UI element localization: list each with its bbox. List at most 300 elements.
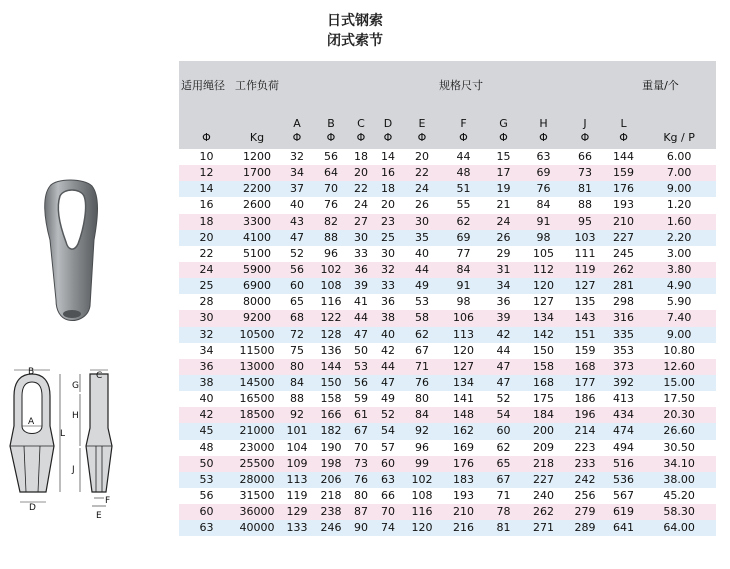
table-cell: 69 <box>522 165 565 181</box>
table-cell: 50 <box>348 343 374 359</box>
table-cell: 133 <box>280 520 314 536</box>
table-cell: 151 <box>565 327 605 343</box>
table-cell: 143 <box>565 310 605 326</box>
table-row <box>179 165 716 181</box>
table-cell: 58 <box>402 310 442 326</box>
sub-header-cell <box>234 109 280 149</box>
table-cell: 25 <box>179 278 234 294</box>
table-row <box>179 375 716 391</box>
table-cell: 18500 <box>234 407 280 423</box>
table-cell: 150 <box>522 343 565 359</box>
table-cell: 19 <box>485 181 522 197</box>
table-cell: 57 <box>374 440 402 456</box>
table-cell: 67 <box>348 423 374 439</box>
table-cell: 47 <box>374 375 402 391</box>
table-cell: 159 <box>565 343 605 359</box>
table-cell: 40 <box>402 246 442 262</box>
table-row <box>179 456 716 472</box>
dim-label-h: H <box>72 411 79 421</box>
table-cell: 30.50 <box>642 440 716 456</box>
sub-header-cell <box>442 109 485 149</box>
table-cell: 42 <box>179 407 234 423</box>
table-cell: 168 <box>522 375 565 391</box>
table-cell: 77 <box>442 246 485 262</box>
table-sub-header-row <box>179 109 716 149</box>
table-cell: 43 <box>280 214 314 230</box>
sub-header-cell <box>485 109 522 149</box>
sub-header-letter: F <box>460 117 467 130</box>
table-cell: 134 <box>522 310 565 326</box>
table-cell: 101 <box>280 423 314 439</box>
table-cell: 64.00 <box>642 520 716 536</box>
sub-header-cell <box>642 109 716 149</box>
table-cell: 176 <box>442 456 485 472</box>
table-cell: 289 <box>565 520 605 536</box>
sub-header-cell <box>348 109 374 149</box>
table-cell: 6900 <box>234 278 280 294</box>
table-cell: 119 <box>565 262 605 278</box>
table-cell: 40000 <box>234 520 280 536</box>
table-cell: 20 <box>179 230 234 246</box>
sub-header-letter: J <box>583 117 587 130</box>
table-cell: 36 <box>485 294 522 310</box>
table-cell: 184 <box>522 407 565 423</box>
sub-header-letter: E <box>418 117 426 130</box>
table-cell: 129 <box>280 504 314 520</box>
table-cell: 39 <box>348 278 374 294</box>
table-cell: 166 <box>314 407 348 423</box>
sub-header-unit: Φ <box>292 131 302 144</box>
table-cell: 23000 <box>234 440 280 456</box>
dim-label-f: F <box>105 496 111 506</box>
table-cell: 298 <box>605 294 642 310</box>
table-cell: 92 <box>280 407 314 423</box>
table-cell: 76 <box>348 472 374 488</box>
table-cell: 84 <box>522 197 565 213</box>
table-cell: 373 <box>605 359 642 375</box>
table-cell: 1.20 <box>642 197 716 213</box>
header-dimensions: 规格尺寸 <box>280 61 642 109</box>
table-cell: 36 <box>374 294 402 310</box>
table-row <box>179 391 716 407</box>
table-row <box>179 343 716 359</box>
table-cell: 262 <box>522 504 565 520</box>
table-cell: 70 <box>374 504 402 520</box>
table-cell: 18 <box>179 214 234 230</box>
table-cell: 17.50 <box>642 391 716 407</box>
table-cell: 88 <box>314 230 348 246</box>
table-group-header-row <box>179 61 716 109</box>
table-row <box>179 181 716 197</box>
table-row <box>179 246 716 262</box>
table-cell: 127 <box>565 278 605 294</box>
table-cell: 33 <box>348 246 374 262</box>
table-cell: 108 <box>402 488 442 504</box>
sub-header-cell <box>565 109 605 149</box>
table-cell: 91 <box>522 214 565 230</box>
table-cell: 271 <box>522 520 565 536</box>
table-cell: 44 <box>374 359 402 375</box>
table-row <box>179 149 716 165</box>
table-cell: 96 <box>314 246 348 262</box>
header-rope-diameter: 适用绳径 <box>179 61 234 109</box>
table-cell: 190 <box>314 440 348 456</box>
table-cell: 27 <box>348 214 374 230</box>
table-cell: 223 <box>565 440 605 456</box>
table-cell: 75 <box>280 343 314 359</box>
table-cell: 34.10 <box>642 456 716 472</box>
table-cell: 7.00 <box>642 165 716 181</box>
table-cell: 44 <box>402 262 442 278</box>
header-weight: 重量/个 <box>642 61 716 109</box>
table-cell: 210 <box>442 504 485 520</box>
table-cell: 20 <box>374 197 402 213</box>
table-cell: 45.20 <box>642 488 716 504</box>
table-cell: 31500 <box>234 488 280 504</box>
table-cell: 116 <box>402 504 442 520</box>
sub-header-unit: Φ <box>202 131 211 144</box>
table-cell: 335 <box>605 327 642 343</box>
table-row <box>179 294 716 310</box>
table-cell: 76 <box>314 197 348 213</box>
table-cell: 71 <box>485 488 522 504</box>
table-cell: 122 <box>314 310 348 326</box>
sub-header-unit: Kg <box>249 131 265 144</box>
table-row <box>179 230 716 246</box>
page-title: 日式钢索 <box>327 13 383 29</box>
sub-header-letter: L <box>620 117 627 130</box>
table-cell: 34 <box>485 278 522 294</box>
table-cell: 13000 <box>234 359 280 375</box>
table-cell: 24 <box>348 197 374 213</box>
table-cell: 32 <box>280 149 314 165</box>
table-cell: 47 <box>280 230 314 246</box>
table-cell: 20.30 <box>642 407 716 423</box>
table-cell: 21000 <box>234 423 280 439</box>
table-cell: 39 <box>485 310 522 326</box>
table-cell: 56 <box>179 488 234 504</box>
table-cell: 186 <box>565 391 605 407</box>
sub-header-letter: C <box>357 117 365 130</box>
table-cell: 206 <box>314 472 348 488</box>
table-cell: 56 <box>348 375 374 391</box>
table-cell: 64 <box>314 165 348 181</box>
table-cell: 38.00 <box>642 472 716 488</box>
table-cell: 48 <box>179 440 234 456</box>
table-cell: 10500 <box>234 327 280 343</box>
table-cell: 54 <box>374 423 402 439</box>
table-cell: 63 <box>374 472 402 488</box>
table-cell: 9.00 <box>642 327 716 343</box>
table-cell: 144 <box>314 359 348 375</box>
table-cell: 10.80 <box>642 343 716 359</box>
table-cell: 536 <box>605 472 642 488</box>
table-cell: 67 <box>402 343 442 359</box>
table-cell: 14 <box>374 149 402 165</box>
table-cell: 62 <box>442 214 485 230</box>
table-cell: 56 <box>314 149 348 165</box>
table-cell: 95 <box>565 214 605 230</box>
table-cell: 193 <box>442 488 485 504</box>
table-cell: 52 <box>485 391 522 407</box>
sub-header-cell <box>605 109 642 149</box>
table-cell: 4100 <box>234 230 280 246</box>
table-cell: 30 <box>374 246 402 262</box>
table-cell: 198 <box>314 456 348 472</box>
table-cell: 2.20 <box>642 230 716 246</box>
table-cell: 32 <box>179 327 234 343</box>
table-cell: 9.00 <box>642 181 716 197</box>
table-cell: 49 <box>374 391 402 407</box>
table-cell: 567 <box>605 488 642 504</box>
table-cell: 113 <box>280 472 314 488</box>
technical-drawing <box>4 366 124 526</box>
table-cell: 33 <box>374 278 402 294</box>
dim-label-g: G <box>72 381 79 391</box>
table-cell: 24 <box>179 262 234 278</box>
table-cell: 175 <box>522 391 565 407</box>
table-row <box>179 278 716 294</box>
table-cell: 45 <box>179 423 234 439</box>
table-cell: 31 <box>485 262 522 278</box>
sub-header-unit: Φ <box>580 131 590 144</box>
table-cell: 105 <box>522 246 565 262</box>
table-cell: 11500 <box>234 343 280 359</box>
sub-header-cell <box>402 109 442 149</box>
table-cell: 18 <box>348 149 374 165</box>
table-cell: 59 <box>348 391 374 407</box>
table-cell: 128 <box>314 327 348 343</box>
sub-header-cell <box>280 109 314 149</box>
table-cell: 238 <box>314 504 348 520</box>
dim-label-e: E <box>96 511 102 521</box>
table-cell: 98 <box>442 294 485 310</box>
table-cell: 2600 <box>234 197 280 213</box>
table-cell: 28 <box>179 294 234 310</box>
table-body <box>179 149 716 536</box>
sub-header-cell <box>522 109 565 149</box>
table-cell: 22 <box>402 165 442 181</box>
table-cell: 8000 <box>234 294 280 310</box>
table-row <box>179 520 716 536</box>
table-cell: 4.90 <box>642 278 716 294</box>
table-cell: 169 <box>442 440 485 456</box>
table-cell: 49 <box>402 278 442 294</box>
table-cell: 81 <box>485 520 522 536</box>
table-cell: 44 <box>485 343 522 359</box>
table-cell: 494 <box>605 440 642 456</box>
table-cell: 26.60 <box>642 423 716 439</box>
table-cell: 353 <box>605 343 642 359</box>
sub-header-letter <box>234 117 280 131</box>
table-cell: 71 <box>402 359 442 375</box>
table-cell: 240 <box>522 488 565 504</box>
table-cell: 61 <box>348 407 374 423</box>
table-cell: 14500 <box>234 375 280 391</box>
table-cell: 40 <box>280 197 314 213</box>
table-cell: 5.90 <box>642 294 716 310</box>
table-cell: 44 <box>442 149 485 165</box>
table-cell: 30 <box>348 230 374 246</box>
spec-table <box>179 61 716 536</box>
table-cell: 9200 <box>234 310 280 326</box>
table-cell: 144 <box>605 149 642 165</box>
table-cell: 3.80 <box>642 262 716 278</box>
table-cell: 135 <box>565 294 605 310</box>
table-cell: 7.40 <box>642 310 716 326</box>
table-cell: 72 <box>280 327 314 343</box>
table-cell: 32 <box>374 262 402 278</box>
table-cell: 56 <box>280 262 314 278</box>
table-cell: 62 <box>485 440 522 456</box>
table-cell: 14 <box>179 181 234 197</box>
table-cell: 176 <box>605 181 642 197</box>
table-cell: 47 <box>348 327 374 343</box>
header-working-load: 工作负荷 <box>234 61 280 109</box>
table-cell: 47 <box>485 359 522 375</box>
table-cell: 44 <box>348 310 374 326</box>
table-row <box>179 407 716 423</box>
table-cell: 51 <box>442 181 485 197</box>
table-cell: 182 <box>314 423 348 439</box>
table-cell: 474 <box>605 423 642 439</box>
table-cell: 1700 <box>234 165 280 181</box>
table-cell: 15 <box>485 149 522 165</box>
table-cell: 25 <box>374 230 402 246</box>
table-cell: 60 <box>280 278 314 294</box>
table-cell: 55 <box>442 197 485 213</box>
table-cell: 18 <box>374 181 402 197</box>
table-cell: 52 <box>280 246 314 262</box>
table-cell: 82 <box>314 214 348 230</box>
table-cell: 20 <box>348 165 374 181</box>
table-cell: 40 <box>179 391 234 407</box>
table-cell: 6.00 <box>642 149 716 165</box>
table-cell: 104 <box>280 440 314 456</box>
dim-label-a: A <box>28 417 35 427</box>
table-cell: 38 <box>179 375 234 391</box>
table-cell: 127 <box>442 359 485 375</box>
table-cell: 242 <box>565 472 605 488</box>
table-cell: 65 <box>485 456 522 472</box>
table-row <box>179 423 716 439</box>
table-cell: 136 <box>314 343 348 359</box>
table-cell: 218 <box>522 456 565 472</box>
table-cell: 111 <box>565 246 605 262</box>
table-cell: 60 <box>485 423 522 439</box>
table-cell: 16 <box>374 165 402 181</box>
table-cell: 88 <box>565 197 605 213</box>
table-cell: 53 <box>179 472 234 488</box>
table-cell: 63 <box>179 520 234 536</box>
table-cell: 1.60 <box>642 214 716 230</box>
table-cell: 233 <box>565 456 605 472</box>
table-cell: 245 <box>605 246 642 262</box>
table-cell: 70 <box>348 440 374 456</box>
table-cell: 24 <box>485 214 522 230</box>
table-cell: 177 <box>565 375 605 391</box>
table-cell: 134 <box>442 375 485 391</box>
table-cell: 76 <box>522 181 565 197</box>
table-cell: 116 <box>314 294 348 310</box>
sub-header-letter: A <box>293 117 301 130</box>
table-cell: 210 <box>605 214 642 230</box>
table-cell: 142 <box>522 327 565 343</box>
product-photo <box>36 178 104 324</box>
table-cell: 196 <box>565 407 605 423</box>
table-cell: 120 <box>522 278 565 294</box>
table-cell: 168 <box>565 359 605 375</box>
table-cell: 22 <box>179 246 234 262</box>
table-cell: 3.00 <box>642 246 716 262</box>
table-cell: 5100 <box>234 246 280 262</box>
table-cell: 256 <box>565 488 605 504</box>
table-cell: 102 <box>402 472 442 488</box>
sub-header-cell <box>179 109 234 149</box>
dim-label-l: L <box>60 429 66 439</box>
sub-header-cell <box>374 109 402 149</box>
table-cell: 1200 <box>234 149 280 165</box>
table-cell: 17 <box>485 165 522 181</box>
table-cell: 36 <box>348 262 374 278</box>
table-cell: 3300 <box>234 214 280 230</box>
table-cell: 103 <box>565 230 605 246</box>
table-cell: 30 <box>402 214 442 230</box>
table-cell: 36000 <box>234 504 280 520</box>
table-cell: 120 <box>442 343 485 359</box>
table-cell: 22 <box>348 181 374 197</box>
table-row <box>179 472 716 488</box>
table-cell: 200 <box>522 423 565 439</box>
table-cell: 80 <box>348 488 374 504</box>
table-cell: 41 <box>348 294 374 310</box>
table-cell: 69 <box>442 230 485 246</box>
table-cell: 413 <box>605 391 642 407</box>
table-cell: 74 <box>374 520 402 536</box>
table-cell: 60 <box>179 504 234 520</box>
table-row <box>179 504 716 520</box>
table-cell: 62 <box>402 327 442 343</box>
table-cell: 26 <box>402 197 442 213</box>
table-cell: 209 <box>522 440 565 456</box>
table-cell: 34 <box>179 343 234 359</box>
table-row <box>179 327 716 343</box>
table-row <box>179 214 716 230</box>
table-cell: 66 <box>565 149 605 165</box>
table-cell: 80 <box>402 391 442 407</box>
table-cell: 42 <box>485 327 522 343</box>
sub-header-unit: Φ <box>619 131 628 144</box>
table-cell: 37 <box>280 181 314 197</box>
table-cell: 90 <box>348 520 374 536</box>
table-cell: 10 <box>179 149 234 165</box>
sub-header-letter: G <box>499 117 508 130</box>
table-cell: 48 <box>442 165 485 181</box>
table-cell: 227 <box>605 230 642 246</box>
table-cell: 50 <box>179 456 234 472</box>
table-cell: 88 <box>280 391 314 407</box>
table-cell: 34 <box>280 165 314 181</box>
sub-header-unit: Kg / P <box>663 131 695 144</box>
table-cell: 63 <box>522 149 565 165</box>
sub-header-letter <box>179 117 234 131</box>
table-cell: 58.30 <box>642 504 716 520</box>
table-cell: 47 <box>485 375 522 391</box>
table-cell: 25500 <box>234 456 280 472</box>
table-row <box>179 440 716 456</box>
table-cell: 158 <box>314 391 348 407</box>
table-cell: 23 <box>374 214 402 230</box>
